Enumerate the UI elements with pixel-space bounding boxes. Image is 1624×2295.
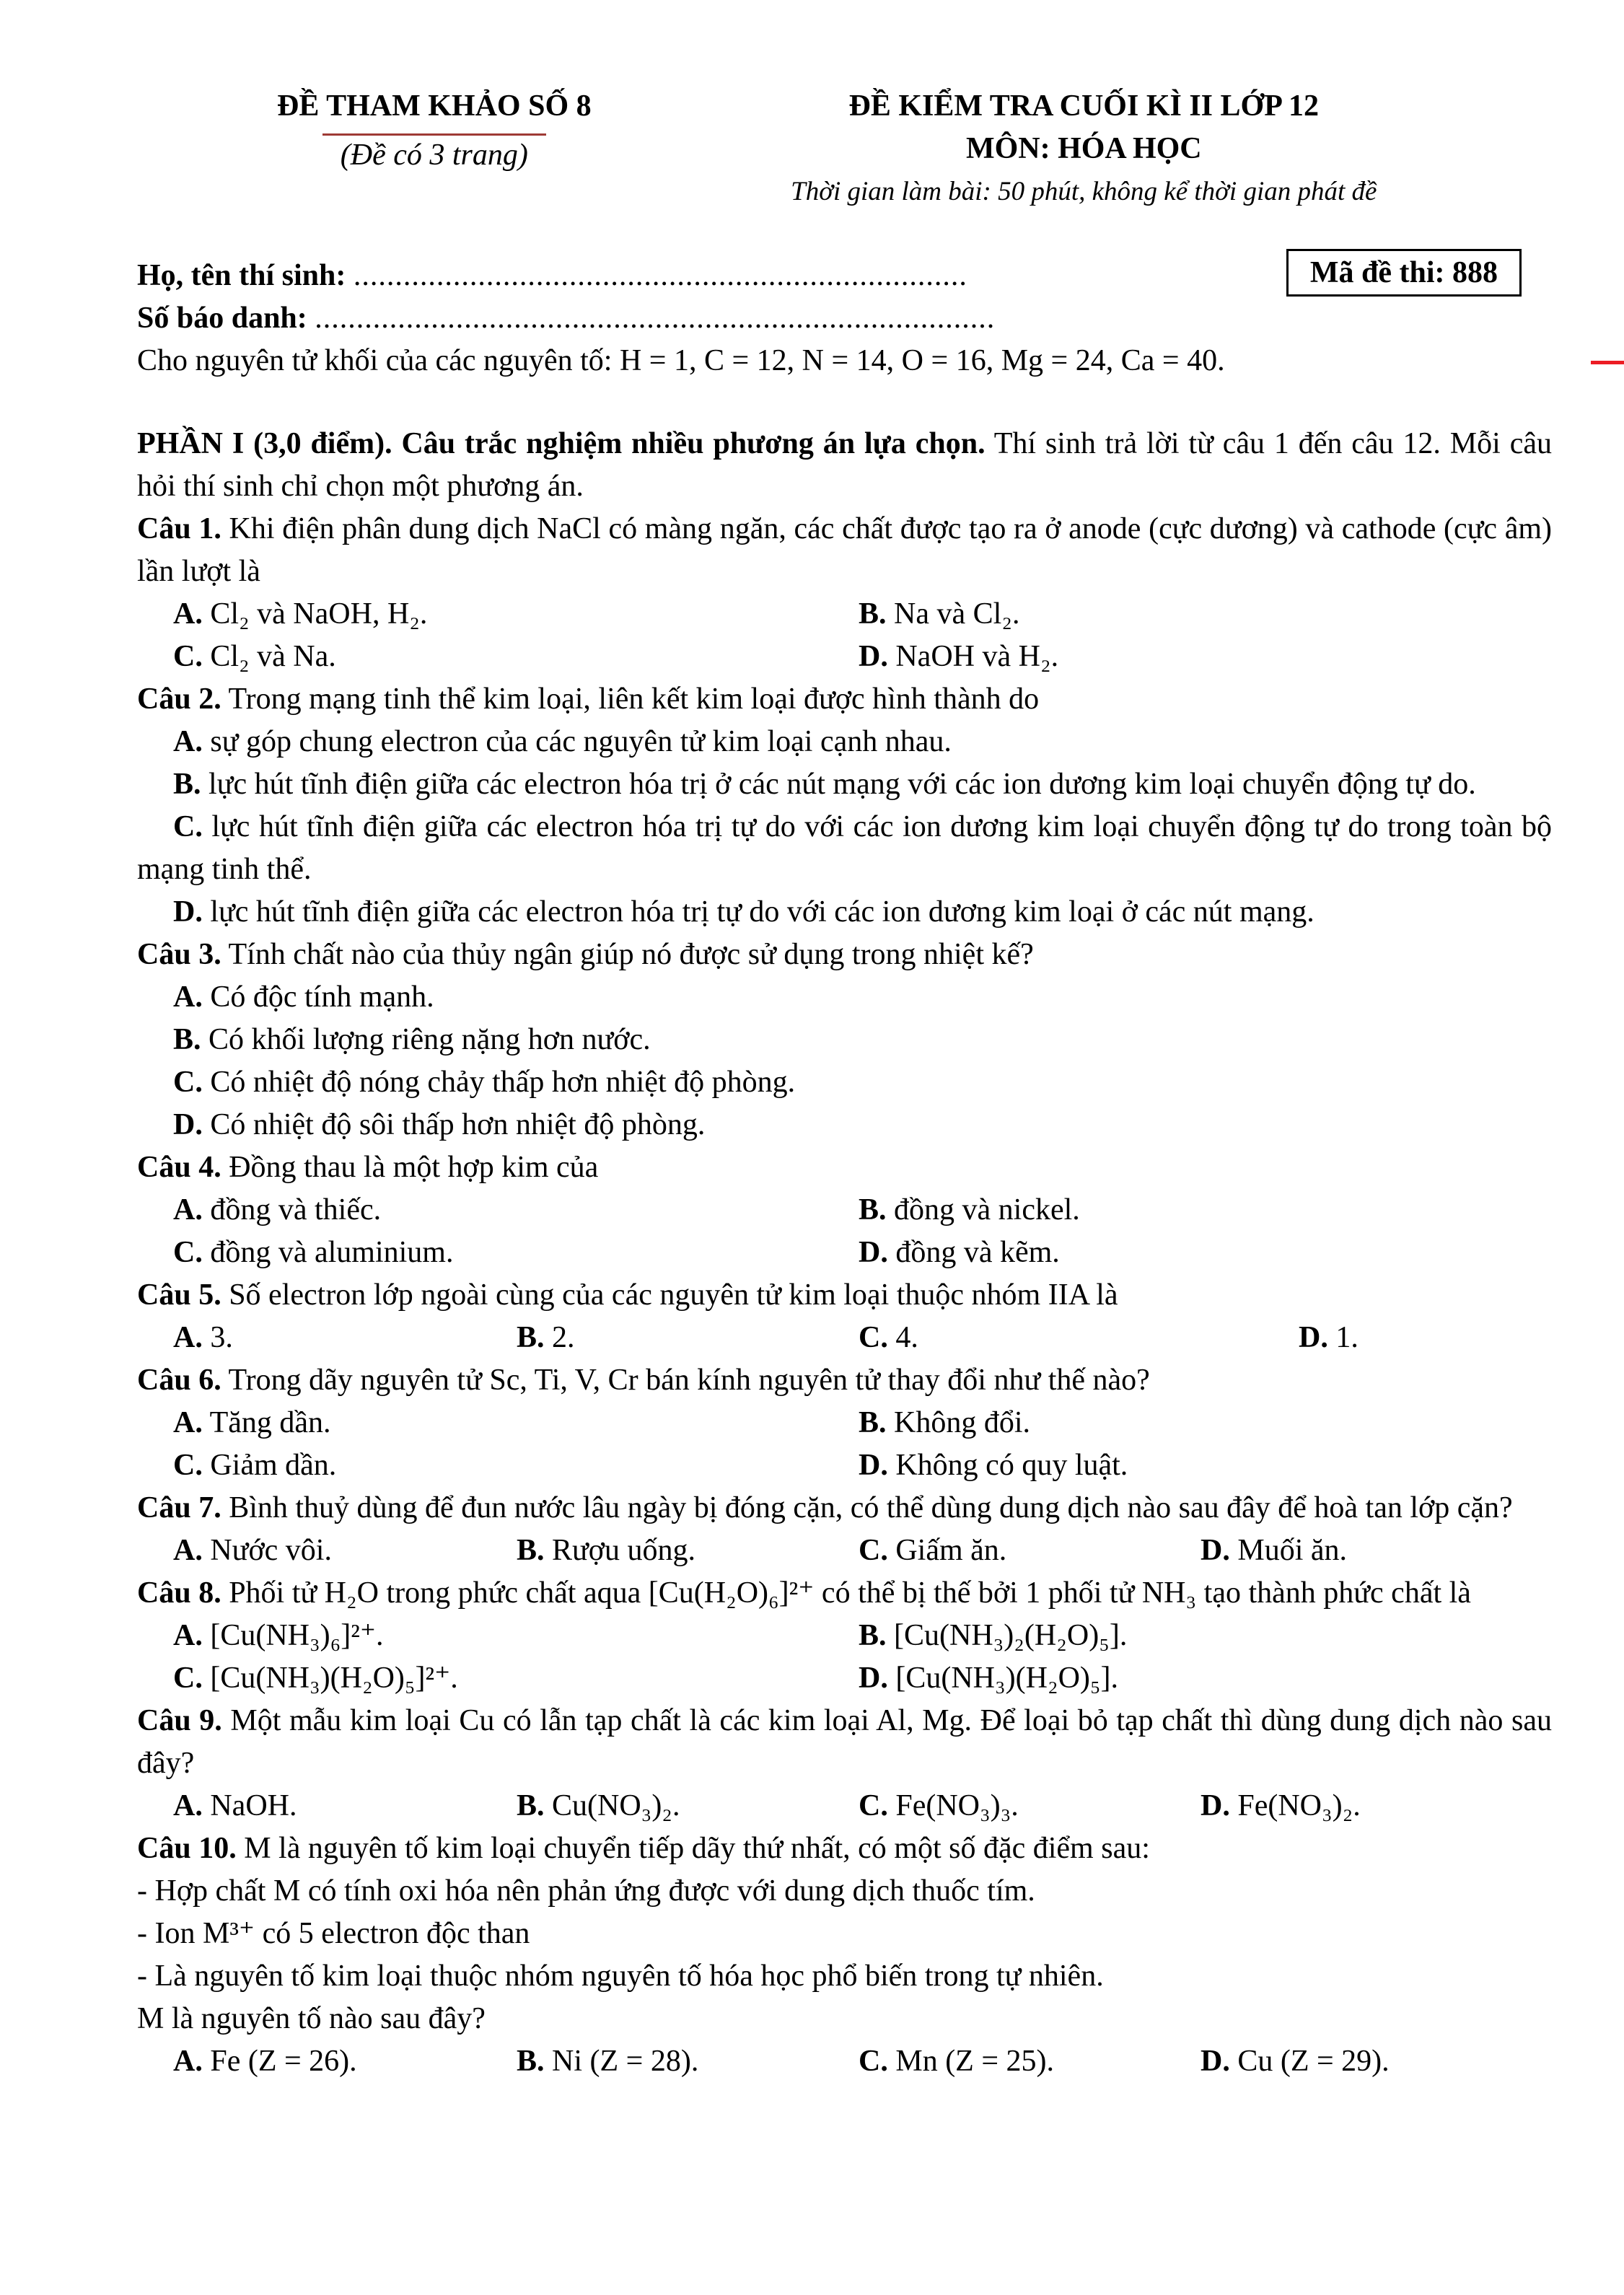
question-6-stem xyxy=(137,1359,1552,1402)
question-7-stem xyxy=(137,1487,1552,1530)
option-letter: B. xyxy=(173,1023,201,1056)
question-4-option-a xyxy=(137,1189,859,1232)
option-letter: D. xyxy=(1201,1534,1230,1567)
option-letter: C. xyxy=(859,2045,888,2078)
question-5 xyxy=(137,1274,1552,1359)
question-3-text: Tính chất nào của thủy ngân giúp nó được sử dụng trong nhiệt kế? xyxy=(228,938,1034,971)
exam-code-label: Mã đề thi: 888 xyxy=(1309,256,1498,289)
option-text: Tăng dần. xyxy=(209,1406,331,1439)
option-letter: A. xyxy=(173,2045,203,2078)
atomic-masses-note: Cho nguyên tử khối của các nguyên tố: H = 1, C = 12, N = 14, O = 16, Mg = 24, Ca = 40. xyxy=(137,344,1225,377)
question-5-text: Số electron lớp ngoài cùng của các nguyên tử kim loại thuộc nhóm IIA là xyxy=(229,1278,1118,1312)
option-letter: C. xyxy=(173,1236,203,1269)
question-3-label: Câu 3. xyxy=(137,938,221,971)
question-2-option-a xyxy=(137,721,1552,763)
question-8-label: Câu 8. xyxy=(137,1576,221,1610)
question-9-options-row xyxy=(137,1785,1552,1827)
question-8-option-c xyxy=(137,1657,859,1700)
option-text: Không đổi. xyxy=(894,1406,1031,1439)
option-text: Fe (Z = 26). xyxy=(210,2045,357,2078)
option-text: Mn (Z = 25). xyxy=(895,2045,1055,2078)
option-letter: D. xyxy=(1201,2045,1230,2078)
question-3-option-a xyxy=(137,976,1552,1019)
option-letter: B. xyxy=(517,1534,545,1567)
option-letter: A. xyxy=(173,980,203,1014)
option-letter: A. xyxy=(173,1619,203,1652)
option-letter: C. xyxy=(173,810,203,843)
question-2-option-b xyxy=(137,763,1552,806)
question-1-option-a xyxy=(137,593,859,636)
question-9-stem xyxy=(137,1700,1552,1785)
question-1-stem xyxy=(137,508,1552,593)
question-6 xyxy=(137,1359,1552,1487)
question-7-text: Bình thuỷ dùng để đun nước lâu ngày bị đóng cặn, có thể dùng dung dịch nào sau đây để hoà tan lớp cặn? xyxy=(229,1491,1513,1524)
option-text: Cu (Z = 29). xyxy=(1237,2045,1390,2078)
option-letter: B. xyxy=(859,1193,887,1227)
option-text: [Cu(NH₃)(H₂O)₅]. xyxy=(895,1662,1119,1695)
question-9-label: Câu 9. xyxy=(137,1704,222,1737)
option-text: Có nhiệt độ sôi thấp hơn nhiệt độ phòng. xyxy=(210,1108,706,1141)
option-text: [Cu(NH₃)₆]²⁺. xyxy=(210,1619,384,1652)
option-letter: C. xyxy=(859,1789,888,1822)
question-2-option-d xyxy=(137,891,1552,934)
option-letter: B. xyxy=(859,1406,887,1439)
question-6-option-d xyxy=(859,1444,1552,1487)
question-7-option-d xyxy=(1201,1530,1552,1572)
option-text: Fe(NO₃)₂. xyxy=(1237,1789,1361,1822)
option-letter: D. xyxy=(859,1449,888,1482)
question-10-stem xyxy=(137,1827,1552,1870)
option-text: Nước vôi. xyxy=(210,1534,332,1567)
option-text: Có nhiệt độ nóng chảy thấp hơn nhiệt độ phòng. xyxy=(210,1066,796,1099)
header-right xyxy=(732,85,1552,213)
question-9-text: Một mẫu kim loại Cu có lẫn tạp chất là các kim loại Al, Mg. Để loại bỏ tạp chất thì dùng dung dịch nào sau đây? xyxy=(137,1704,1552,1780)
option-text: Có khối lượng riêng nặng hơn nước. xyxy=(209,1023,651,1056)
question-4-text: Đồng thau là một hợp kim của xyxy=(229,1151,599,1184)
question-6-option-b xyxy=(859,1402,1552,1444)
question-5-options-row xyxy=(137,1317,1552,1359)
question-5-option-c xyxy=(859,1317,1201,1359)
option-letter: B. xyxy=(173,768,201,801)
option-text: 1. xyxy=(1335,1321,1359,1354)
option-text: Ni (Z = 28). xyxy=(552,2045,699,2078)
question-1-option-b xyxy=(859,593,1552,636)
question-6-options-row-2 xyxy=(137,1444,1552,1487)
question-6-label: Câu 6. xyxy=(137,1364,221,1397)
question-8-option-a xyxy=(137,1615,859,1657)
question-3-option-b xyxy=(137,1019,1552,1061)
option-text: đồng và kẽm. xyxy=(895,1236,1060,1269)
question-4-option-c xyxy=(137,1232,859,1274)
question-10-property-1: - Hợp chất M có tính oxi hóa nên phản ứng được với dung dịch thuốc tím. xyxy=(137,1874,1035,1908)
question-10-final-prompt: M là nguyên tố nào sau đây? xyxy=(137,2002,486,2035)
question-1-label: Câu 1. xyxy=(137,512,221,545)
student-name-dotted-field: .......................................................................... xyxy=(353,259,967,292)
question-10-option-c xyxy=(859,2040,1201,2083)
option-text: đồng và nickel. xyxy=(894,1193,1080,1227)
question-10-option-a xyxy=(137,2040,517,2083)
question-2-stem xyxy=(137,678,1552,721)
question-5-option-b xyxy=(517,1317,859,1359)
question-8-options-row-1 xyxy=(137,1615,1552,1657)
question-1 xyxy=(137,508,1552,678)
question-10-label: Câu 10. xyxy=(137,1832,237,1865)
option-text: Cu(NO₃)₂. xyxy=(552,1789,680,1822)
option-letter: C. xyxy=(173,1066,203,1099)
option-letter: A. xyxy=(173,1321,203,1354)
option-letter: C. xyxy=(173,640,203,673)
question-5-option-d xyxy=(1201,1317,1552,1359)
option-letter: C. xyxy=(173,1449,203,1482)
option-letter: A. xyxy=(173,597,203,631)
question-4-label: Câu 4. xyxy=(137,1151,221,1184)
question-4-option-b xyxy=(859,1189,1552,1232)
option-text: [Cu(NH₃)(H₂O)₅]²⁺. xyxy=(210,1662,458,1695)
option-letter: A. xyxy=(173,1789,203,1822)
option-text: Có độc tính mạnh. xyxy=(210,980,434,1014)
question-2-option-c xyxy=(137,806,1552,891)
exam-title: ĐỀ KIỂM TRA CUỐI KÌ II LỚP 12 xyxy=(848,89,1320,123)
question-8-option-b xyxy=(859,1615,1552,1657)
question-9-option-b xyxy=(517,1785,859,1827)
option-text: lực hút tĩnh điện giữa các electron hóa trị tự do với các ion dương kim loại ở các nút mạng. xyxy=(210,895,1314,929)
question-2-text: Trong mạng tinh thể kim loại, liên kết kim loại được hình thành do xyxy=(228,683,1040,716)
question-2 xyxy=(137,678,1552,934)
question-3-stem xyxy=(137,934,1552,976)
option-text: Rượu uống. xyxy=(552,1534,696,1567)
option-letter: D. xyxy=(173,1108,203,1141)
part1-heading xyxy=(137,423,1552,508)
question-2-label: Câu 2. xyxy=(137,683,221,716)
question-8-options-row-2 xyxy=(137,1657,1552,1700)
margin-red-dash xyxy=(1591,361,1624,364)
student-id-label: Số báo danh: xyxy=(137,302,307,335)
question-9 xyxy=(137,1700,1552,1827)
exam-subject: MÔN: HÓA HỌC xyxy=(965,132,1202,165)
question-10-option-b xyxy=(517,2040,859,2083)
question-4-options-row-2 xyxy=(137,1232,1552,1274)
student-info-block xyxy=(137,255,1552,382)
student-name-label: Họ, tên thí sinh: xyxy=(137,259,346,292)
option-text: Không có quy luật. xyxy=(895,1449,1128,1482)
option-letter: A. xyxy=(173,1406,203,1439)
question-7-options-row xyxy=(137,1530,1552,1572)
option-text: Giấm ăn. xyxy=(895,1534,1007,1567)
option-letter: D. xyxy=(859,640,888,673)
option-letter: B. xyxy=(517,1789,545,1822)
exam-code-box xyxy=(1286,249,1522,297)
part1-title: PHẦN I (3,0 điểm). Câu trắc nghiệm nhiều phương án lựa chọn. xyxy=(137,427,986,460)
option-text: đồng và thiếc. xyxy=(210,1193,382,1227)
question-10-options-row xyxy=(137,2040,1552,2083)
option-text: [Cu(NH₃)₂(H₂O)₅]. xyxy=(894,1619,1128,1652)
option-text: 4. xyxy=(895,1321,918,1354)
question-10-property-3: - Là nguyên tố kim loại thuộc nhóm nguyên tố hóa học phổ biến trong tự nhiên. xyxy=(137,1960,1104,1993)
question-4-options-row-1 xyxy=(137,1189,1552,1232)
question-5-label: Câu 5. xyxy=(137,1278,221,1312)
student-id-dotted-field: .................................................................................. xyxy=(315,302,996,335)
question-9-option-d xyxy=(1201,1785,1552,1827)
option-letter: A. xyxy=(173,1534,203,1567)
question-4 xyxy=(137,1146,1552,1274)
question-4-option-d xyxy=(859,1232,1552,1274)
question-1-option-c xyxy=(137,636,859,678)
question-6-option-a xyxy=(137,1402,859,1444)
question-10-text: M là nguyên tố kim loại chuyển tiếp dãy thứ nhất, có một số đặc điểm sau: xyxy=(244,1832,1150,1865)
option-text: NaOH và H₂. xyxy=(895,640,1059,673)
option-letter: B. xyxy=(859,597,887,631)
option-text: Muối ăn. xyxy=(1237,1534,1347,1567)
question-8-stem xyxy=(137,1572,1552,1615)
question-1-text: Khi điện phân dung dịch NaCl có màng ngăn, các chất được tạo ra ở anode (cực dương) và cathode (cực âm) lần lượt là xyxy=(137,512,1552,588)
question-10 xyxy=(137,1827,1552,2083)
option-letter: D. xyxy=(173,895,203,929)
option-letter: A. xyxy=(173,1193,203,1227)
question-5-stem xyxy=(137,1274,1552,1317)
option-text: lực hút tĩnh điện giữa các electron hóa trị ở các nút mạng với các ion dương kim loại chuyển động tự do. xyxy=(209,768,1476,801)
question-9-option-a xyxy=(137,1785,517,1827)
question-6-option-c xyxy=(137,1444,859,1487)
question-7-option-a xyxy=(137,1530,517,1572)
option-letter: B. xyxy=(517,2045,545,2078)
question-1-options-row-1 xyxy=(137,593,1552,636)
question-3-option-d xyxy=(137,1104,1552,1146)
option-letter: D. xyxy=(1299,1321,1328,1354)
option-text: lực hút tĩnh điện giữa các electron hóa trị tự do với các ion dương kim loại chuyển động tự do trong toàn bộ mạng tinh thể. xyxy=(137,810,1553,886)
option-letter: D. xyxy=(859,1662,888,1695)
option-text: 2. xyxy=(552,1321,575,1354)
option-letter: C. xyxy=(859,1321,888,1354)
option-letter: D. xyxy=(1201,1789,1230,1822)
option-letter: A. xyxy=(173,725,203,758)
option-letter: D. xyxy=(859,1236,888,1269)
option-letter: B. xyxy=(517,1321,545,1354)
question-10-option-d xyxy=(1201,2040,1552,2083)
option-text: Na và Cl₂. xyxy=(894,597,1020,631)
question-10-property-2: - Ion M³⁺ có 5 electron độc than xyxy=(137,1917,530,1950)
option-letter: B. xyxy=(859,1619,887,1652)
option-text: Cl₂ và Na. xyxy=(210,640,336,673)
doc-title: ĐỀ THAM KHẢO SỐ 8 xyxy=(277,89,592,123)
option-text: NaOH. xyxy=(210,1789,297,1822)
option-letter: C. xyxy=(173,1662,203,1695)
option-text: Fe(NO₃)₃. xyxy=(895,1789,1019,1822)
part1-instructions: Thí sinh trả lời từ câu 1 đến câu 12. Mỗi câu hỏi thí sinh chỉ chọn một phương án. xyxy=(137,427,1552,503)
question-5-option-a xyxy=(137,1317,517,1359)
question-3 xyxy=(137,934,1552,1146)
doc-pages-note: (Đề có 3 trang) xyxy=(340,139,528,172)
option-letter: C. xyxy=(859,1534,888,1567)
header-left xyxy=(137,85,732,213)
header xyxy=(137,85,1552,213)
student-id-line xyxy=(137,297,1552,340)
question-7-option-c xyxy=(859,1530,1201,1572)
question-9-option-c xyxy=(859,1785,1201,1827)
question-4-stem xyxy=(137,1146,1552,1189)
option-text: Giảm dần. xyxy=(210,1449,337,1482)
question-3-option-c xyxy=(137,1061,1552,1104)
question-1-option-d xyxy=(859,636,1552,678)
question-8-text: Phối tử H₂O trong phức chất aqua [Cu(H₂O)₆]²⁺ có thể bị thế bởi 1 phối tử NH₃ tạo thành phức chất là xyxy=(229,1576,1471,1610)
question-7-option-b xyxy=(517,1530,859,1572)
question-1-options-row-2 xyxy=(137,636,1552,678)
question-6-options-row-1 xyxy=(137,1402,1552,1444)
question-6-text: Trong dãy nguyên tử Sc, Ti, V, Cr bán kính nguyên tử thay đổi như thế nào? xyxy=(228,1364,1150,1397)
option-text: 3. xyxy=(210,1321,233,1354)
option-text: đồng và aluminium. xyxy=(210,1236,454,1269)
option-text: sự góp chung electron của các nguyên tử kim loại cạnh nhau. xyxy=(210,725,952,758)
question-7-label: Câu 7. xyxy=(137,1491,221,1524)
question-8-option-d xyxy=(859,1657,1552,1700)
exam-duration: Thời gian làm bài: 50 phút, không kể thời gian phát đề xyxy=(791,177,1377,206)
option-text: Cl₂ và NaOH, H₂. xyxy=(210,597,428,631)
question-7 xyxy=(137,1487,1552,1572)
question-8 xyxy=(137,1572,1552,1700)
